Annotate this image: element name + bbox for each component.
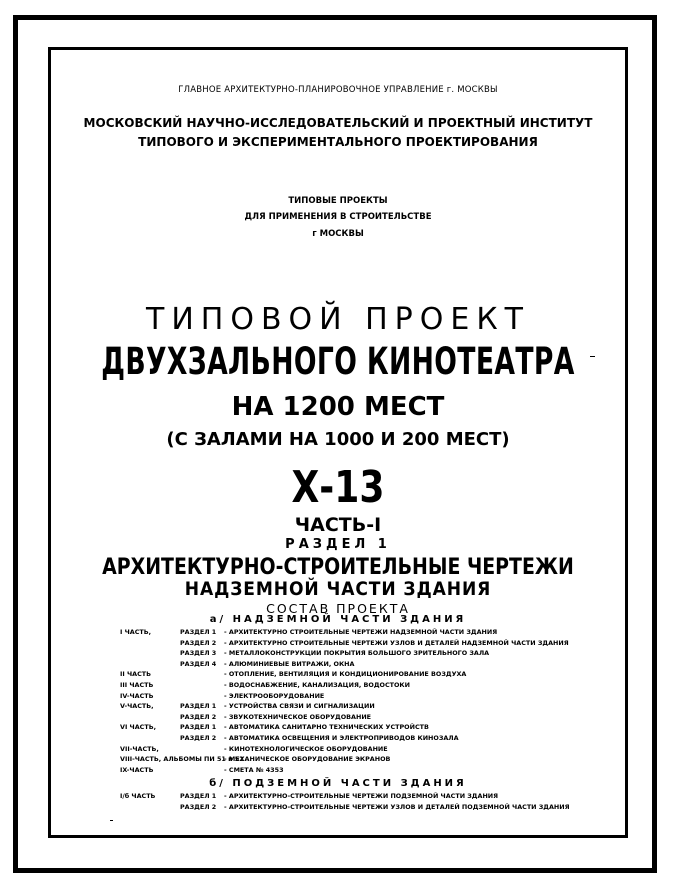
list-item — [120, 755, 390, 763]
part-cell: V-ЧАСТЬ, — [120, 702, 154, 711]
title-line-2: ДВУХЗАЛЬНОГО КИНОТЕАТРА — [101, 340, 575, 383]
subject-line-2: НАДЗЕМНОЙ ЧАСТИ ЗДАНИЯ — [184, 578, 492, 600]
description-cell: - АВТОМАТИКА ОСВЕЩЕНИЯ И ЭЛЕКТРОПРИВОДОВ КИНОЗАЛА — [224, 734, 459, 742]
section-cell: РАЗДЕЛ 2 — [180, 638, 217, 647]
description-cell: - АЛЮМИНИЕВЫЕ ВИТРАЖИ, ОКНА — [224, 659, 355, 668]
list-item — [120, 766, 284, 774]
description-cell: - СМЕТА № 4353 — [224, 765, 284, 774]
description-cell: - МЕТАЛЛОКОНСТРУКЦИИ ПОКРЫТИЯ БОЛЬШОГО ЗРИТЕЛЬНОГО ЗАЛА — [224, 649, 490, 658]
typical-projects-line-1: ТИПОВЫЕ ПРОЕКТЫ — [288, 196, 388, 206]
part-cell: IX-ЧАСТЬ — [120, 765, 154, 774]
part-cell: III ЧАСТЬ — [120, 681, 154, 689]
section-cell: РАЗДЕЛ 1 — [180, 792, 217, 800]
list-item — [120, 792, 498, 800]
institute-line-2: ТИПОВОГО И ЭКСПЕРИМЕНТАЛЬНОГО ПРОЕКТИРОВАНИЯ — [138, 135, 538, 149]
list-item — [120, 670, 466, 678]
section-label: РАЗДЕЛ 1 — [285, 537, 391, 552]
section-cell: РАЗДЕЛ 1 — [180, 702, 217, 711]
description-cell: - ОТОПЛЕНИЕ, ВЕНТИЛЯЦИЯ И КОНДИЦИОНИРОВАНИЕ ВОЗДУХА — [224, 670, 467, 679]
list-item — [120, 803, 570, 811]
list-item — [120, 702, 375, 710]
section-cell: РАЗДЕЛ 2 — [180, 712, 217, 721]
list-item — [120, 639, 569, 647]
list-item — [120, 628, 497, 636]
header-authority: ГЛАВНОЕ АРХИТЕКТУРНО-ПЛАНИРОВОЧНОЕ УПРАВЛЕНИЕ г. МОСКВЫ — [178, 85, 498, 95]
description-cell: - АРХИТЕКТУРНО-СТРОИТЕЛЬНЫЕ ЧЕРТЕЖИ ПОДЗЕМНОЙ ЧАСТИ ЗДАНИЯ — [224, 792, 499, 800]
section-cell: РАЗДЕЛ 2 — [180, 802, 217, 811]
list-item — [120, 692, 324, 700]
part-cell: I/б ЧАСТЬ — [120, 792, 156, 800]
description-cell: - АРХИТЕКТУРНО-СТРОИТЕЛЬНЫЕ ЧЕРТЕЖИ УЗЛОВ И ДЕТАЛЕЙ ПОДЗЕМНОЙ ЧАСТИ ЗДАНИЯ — [224, 802, 570, 811]
subject-line-1: АРХИТЕКТУРНО-СТРОИТЕЛЬНЫЕ ЧЕРТЕЖИ — [102, 555, 574, 580]
part-cell: VII-ЧАСТЬ, — [120, 744, 159, 753]
below-ground-heading: б/ ПОДЗЕМНОЙ ЧАСТИ ЗДАНИЯ — [209, 778, 467, 789]
description-cell: - КИНОТЕХНОЛОГИЧЕСКОЕ ОБОРУДОВАНИЕ — [224, 744, 388, 753]
section-cell: РАЗДЕЛ 1 — [180, 723, 217, 732]
institute-line-1: МОСКОВСКИЙ НАУЧНО-ИССЛЕДОВАТЕЛЬСКИЙ И ПРОЕКТНЫЙ ИНСТИТУТ — [83, 116, 593, 130]
list-item — [120, 734, 459, 742]
title-line-1: ТИПОВОЙ ПРОЕКТ — [146, 302, 530, 337]
title-line-4: (С ЗАЛАМИ НА 1000 И 200 МЕСТ) — [166, 429, 510, 450]
description-cell: - АРХИТЕКТУРНО СТРОИТЕЛЬНЫЕ ЧЕРТЕЖИ УЗЛОВ И ДЕТАЛЕЙ НАДЗЕМНОЙ ЧАСТИ ЗДАНИЯ — [224, 638, 569, 647]
description-cell: - УСТРОЙСТВА СВЯЗИ И СИГНАЛИЗАЦИИ — [224, 702, 375, 711]
list-item — [120, 713, 371, 721]
part-cell: VI ЧАСТЬ, — [120, 723, 157, 732]
above-ground-heading: а/ НАДЗЕМНОЙ ЧАСТИ ЗДАНИЯ — [209, 614, 467, 625]
part-cell: VIII-ЧАСТЬ, АЛЬБОМЫ ПИ 51 и 52 — [120, 755, 244, 764]
typical-projects-line-2: ДЛЯ ПРИМЕНЕНИЯ В СТРОИТЕЛЬСТВЕ — [244, 212, 432, 222]
part-cell: I ЧАСТЬ, — [120, 628, 152, 636]
part-cell: II ЧАСТЬ — [120, 670, 152, 679]
list-item — [120, 723, 429, 731]
list-item — [120, 745, 388, 753]
description-cell: - МЕХАНИЧЕСКОЕ ОБОРУДОВАНИЕ ЭКРАНОВ — [224, 755, 391, 764]
part-cell: IV-ЧАСТЬ — [120, 691, 154, 700]
typical-projects-line-3: г МОСКВЫ — [312, 229, 364, 239]
part-label: ЧАСТЬ-I — [294, 514, 382, 536]
section-cell: РАЗДЕЛ 3 — [180, 649, 217, 658]
section-cell: РАЗДЕЛ 4 — [180, 659, 217, 668]
composition-heading: СОСТАВ ПРОЕКТА — [266, 601, 410, 616]
description-cell: - АРХИТЕКТУРНО СТРОИТЕЛЬНЫЕ ЧЕРТЕЖИ НАДЗЕМНОЙ ЧАСТИ ЗДАНИЯ — [224, 628, 498, 636]
description-cell: - АВТОМАТИКА САНИТАРНО ТЕХНИЧЕСКИХ УСТРОЙСТВ — [224, 723, 429, 732]
description-cell: - ЭЛЕКТРООБОРУДОВАНИЕ — [224, 691, 325, 700]
section-cell: РАЗДЕЛ 2 — [180, 734, 217, 742]
project-code: Х-13 — [291, 462, 385, 513]
description-cell: - ВОДОСНАБЖЕНИЕ, КАНАЛИЗАЦИЯ, ВОДОСТОКИ — [224, 681, 411, 689]
scan-speck — [590, 356, 595, 357]
scan-speck — [110, 820, 113, 821]
list-item — [120, 681, 410, 689]
title-line-3: НА 1200 МЕСТ — [231, 392, 445, 422]
description-cell: - ЗВУКОТЕХНИЧЕСКОЕ ОБОРУДОВАНИЕ — [224, 712, 372, 721]
list-item — [120, 649, 489, 657]
section-cell: РАЗДЕЛ 1 — [180, 628, 217, 636]
list-item — [120, 660, 354, 668]
